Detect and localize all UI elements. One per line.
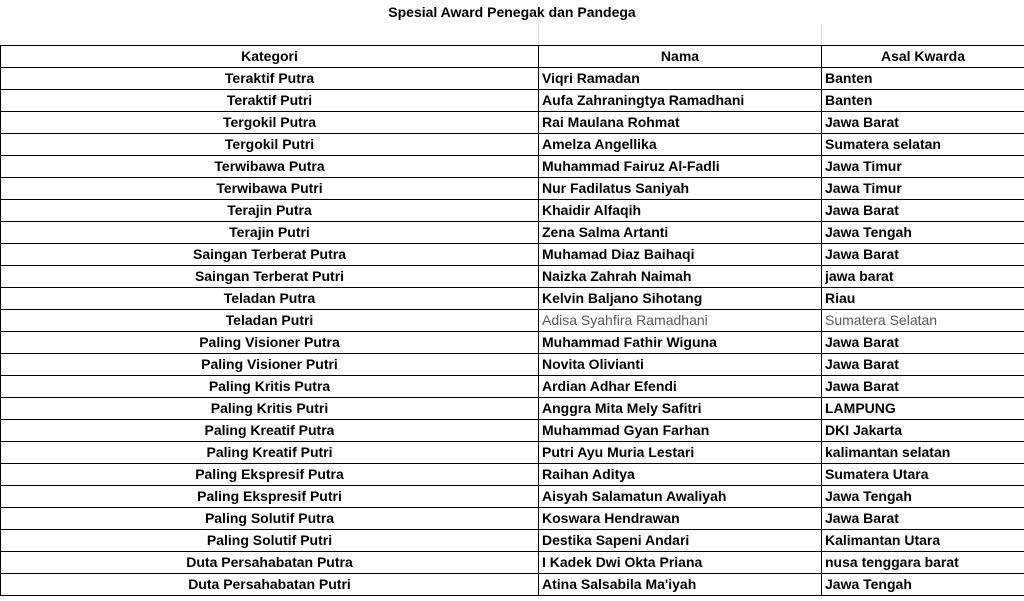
name-cell[interactable]: Nur Fadilatus Saniyah [539, 178, 822, 200]
category-cell[interactable]: Duta Persahabatan Putra [1, 552, 539, 574]
name-cell[interactable]: Atina Salsabila Ma'iyah [539, 574, 822, 596]
category-cell[interactable]: Paling Kreatif Putri [1, 442, 539, 464]
table-row [1, 574, 1024, 596]
name-cell[interactable]: Aufa Zahraningtya Ramadhani [539, 90, 822, 112]
name-cell[interactable]: Ardian Adhar Efendi [539, 376, 822, 398]
category-cell[interactable]: Paling Kritis Putra [1, 376, 539, 398]
column-header-category[interactable]: Kategori [1, 46, 539, 68]
origin-cell[interactable]: Sumatera selatan [822, 134, 1024, 156]
name-cell[interactable]: Muhammad Fathir Wiguna [539, 332, 822, 354]
name-cell[interactable]: Khaidir Alfaqih [539, 200, 822, 222]
table-row [1, 288, 1024, 310]
table-row [1, 552, 1024, 574]
table-row [1, 530, 1024, 552]
origin-cell[interactable]: Kalimantan Utara [822, 530, 1024, 552]
table-row [1, 486, 1024, 508]
category-cell[interactable]: Paling Visioner Putri [1, 354, 539, 376]
origin-cell[interactable]: DKI Jakarta [822, 420, 1024, 442]
category-cell[interactable]: Teraktif Putra [1, 68, 539, 90]
name-cell[interactable]: Adisa Syahfira Ramadhani [539, 310, 822, 332]
category-cell[interactable]: Terajin Putra [1, 200, 539, 222]
name-cell[interactable]: Aisyah Salamatun Awaliyah [539, 486, 822, 508]
table-row [1, 442, 1024, 464]
table-row [1, 90, 1024, 112]
origin-cell[interactable]: Jawa Tengah [822, 222, 1024, 244]
table-row [1, 420, 1024, 442]
table-row [1, 266, 1024, 288]
name-cell[interactable]: Amelza Angellika [539, 134, 822, 156]
name-cell[interactable]: Viqri Ramadan [539, 68, 822, 90]
category-cell[interactable]: Teraktif Putri [1, 90, 539, 112]
origin-cell[interactable]: Riau [822, 288, 1024, 310]
name-cell[interactable]: Muhammad Fairuz Al-Fadli [539, 156, 822, 178]
category-cell[interactable]: Paling Kreatif Putra [1, 420, 539, 442]
origin-cell[interactable]: Jawa Timur [822, 156, 1024, 178]
origin-cell[interactable]: Jawa Barat [822, 200, 1024, 222]
origin-cell[interactable]: Jawa Barat [822, 508, 1024, 530]
origin-cell[interactable]: Jawa Barat [822, 112, 1024, 134]
name-cell[interactable]: Zena Salma Artanti [539, 222, 822, 244]
category-cell[interactable]: Paling Solutif Putra [1, 508, 539, 530]
name-cell[interactable]: Muhammad Gyan Farhan [539, 420, 822, 442]
name-cell[interactable]: Kelvin Baljano Sihotang [539, 288, 822, 310]
table-row [1, 332, 1024, 354]
origin-cell[interactable]: Banten [822, 90, 1024, 112]
award-table [0, 45, 1024, 596]
category-cell[interactable]: Tergokil Putra [1, 112, 539, 134]
category-cell[interactable]: Teladan Putri [1, 310, 539, 332]
origin-cell[interactable]: Jawa Barat [822, 354, 1024, 376]
name-cell[interactable]: Rai Maulana Rohmat [539, 112, 822, 134]
origin-cell[interactable]: Jawa Barat [822, 376, 1024, 398]
column-header-origin[interactable]: Asal Kwarda [822, 46, 1024, 68]
origin-cell[interactable]: nusa tenggara barat [822, 552, 1024, 574]
table-row [1, 134, 1024, 156]
category-cell[interactable]: Paling Visioner Putra [1, 332, 539, 354]
category-cell[interactable]: Terwibawa Putri [1, 178, 539, 200]
name-cell[interactable]: Raihan Aditya [539, 464, 822, 486]
origin-cell[interactable]: kalimantan selatan [822, 442, 1024, 464]
category-cell[interactable]: Paling Ekspresif Putra [1, 464, 539, 486]
column-header-name[interactable]: Nama [539, 46, 822, 68]
table-row [1, 178, 1024, 200]
name-cell[interactable]: Naizka Zahrah Naimah [539, 266, 822, 288]
origin-cell[interactable]: Banten [822, 68, 1024, 90]
origin-cell[interactable]: Sumatera Utara [822, 464, 1024, 486]
origin-cell[interactable]: Jawa Barat [822, 332, 1024, 354]
table-row [1, 508, 1024, 530]
table-row [1, 112, 1024, 134]
name-cell[interactable]: Anggra Mita Mely Safitri [539, 398, 822, 420]
origin-cell[interactable]: LAMPUNG [822, 398, 1024, 420]
empty-row [0, 24, 1024, 44]
sheet-title: Spesial Award Penegak dan Pandega [388, 4, 636, 20]
name-cell[interactable]: Muhamad Diaz Baihaqi [539, 244, 822, 266]
category-cell[interactable]: Tergokil Putri [1, 134, 539, 156]
name-cell[interactable]: Destika Sapeni Andari [539, 530, 822, 552]
name-cell[interactable]: Putri Ayu Muria Lestari [539, 442, 822, 464]
header-row [1, 46, 1024, 68]
origin-cell[interactable]: Jawa Tengah [822, 574, 1024, 596]
origin-cell[interactable]: Jawa Tengah [822, 486, 1024, 508]
table-row [1, 310, 1024, 332]
origin-cell[interactable]: jawa barat [822, 266, 1024, 288]
table-row [1, 398, 1024, 420]
gridline [538, 24, 539, 44]
name-cell[interactable]: Koswara Hendrawan [539, 508, 822, 530]
table-row [1, 376, 1024, 398]
table-row [1, 200, 1024, 222]
table-row [1, 222, 1024, 244]
category-cell[interactable]: Terajin Putri [1, 222, 539, 244]
category-cell[interactable]: Saingan Terberat Putra [1, 244, 539, 266]
table-row [1, 156, 1024, 178]
origin-cell[interactable]: Sumatera Selatan [822, 310, 1024, 332]
table-row [1, 68, 1024, 90]
category-cell[interactable]: Paling Kritis Putri [1, 398, 539, 420]
category-cell[interactable]: Paling Ekspresif Putri [1, 486, 539, 508]
origin-cell[interactable]: Jawa Timur [822, 178, 1024, 200]
category-cell[interactable]: Saingan Terberat Putri [1, 266, 539, 288]
name-cell[interactable]: Novita Olivianti [539, 354, 822, 376]
gridline [821, 24, 822, 44]
name-cell[interactable]: I Kadek Dwi Okta Priana [539, 552, 822, 574]
category-cell[interactable]: Teladan Putra [1, 288, 539, 310]
table-row [1, 354, 1024, 376]
category-cell[interactable]: Paling Solutif Putri [1, 530, 539, 552]
origin-cell[interactable]: Jawa Barat [822, 244, 1024, 266]
category-cell[interactable]: Duta Persahabatan Putri [1, 574, 539, 596]
table-row [1, 464, 1024, 486]
category-cell[interactable]: Terwibawa Putra [1, 156, 539, 178]
table-row [1, 244, 1024, 266]
